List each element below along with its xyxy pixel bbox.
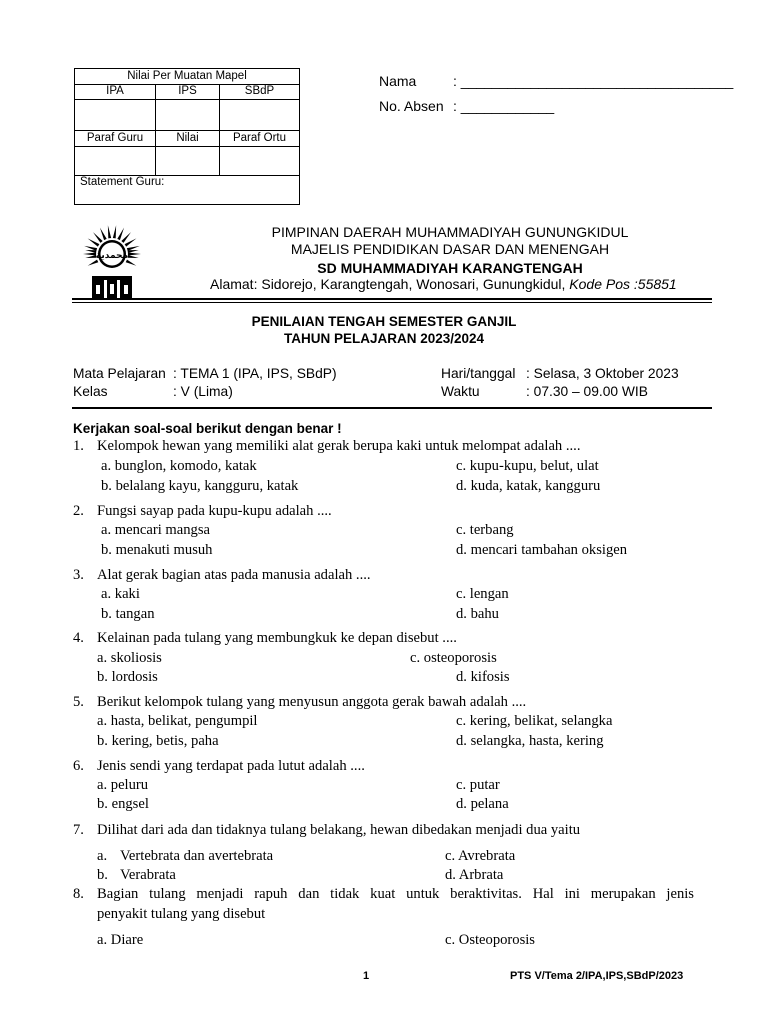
logo-arabic-text: محمدية [95, 251, 129, 261]
question-2-option-d[interactable]: d. mencari tambahan oksigen [456, 542, 628, 558]
question-3-option-a[interactable]: a. kaki [101, 586, 140, 602]
question-8-number: 8. [73, 886, 84, 902]
question-1-number: 1. [73, 438, 84, 454]
question-8-text-line-2: penyakit tulang yang disebut [97, 906, 266, 922]
question-6-option-b[interactable]: b. engsel [97, 796, 149, 812]
question-2-option-c[interactable]: c. terbang [456, 522, 514, 538]
logo-ray [100, 228, 107, 240]
subject-ips: IPS [156, 84, 220, 99]
question-5-number: 5. [73, 694, 84, 710]
question-7-number: 7. [73, 822, 84, 838]
grade-box-score-row [75, 100, 299, 131]
logo-ray [108, 225, 111, 238]
grade-box-signature-row [75, 147, 299, 176]
class-value: : V (Lima) [173, 384, 233, 399]
header-divider-thick [72, 298, 712, 300]
logo-ray [128, 250, 139, 253]
question-3-option-c[interactable]: c. lengan [456, 586, 509, 602]
grade-box-signature-header-row [75, 131, 299, 147]
school-name: SD MUHAMMADIYAH KARANGTENGAH [317, 260, 583, 276]
question-7-option-a-letter: a. [97, 848, 108, 864]
logo-ray [128, 253, 141, 256]
question-7-option-b-letter: b. [97, 867, 108, 883]
name-field[interactable]: : ___________________________________ [453, 73, 734, 89]
logo-ray [85, 255, 96, 258]
question-4-number: 4. [73, 630, 84, 646]
logo-ray [93, 232, 103, 243]
question-2-text: Fungsi sayap pada kupu-kupu adalah .... [97, 503, 332, 519]
nilai-label: Nilai [156, 131, 220, 146]
question-4-option-a[interactable]: a. skoliosis [97, 650, 162, 666]
school-address [210, 276, 677, 292]
subject-ipa: IPA [75, 84, 156, 99]
question-1-option-d[interactable]: d. kuda, katak, kangguru [456, 478, 601, 494]
question-7-option-c[interactable]: c. Avrebrata [445, 848, 516, 864]
subject-value: : TEMA 1 (IPA, IPS, SBdP) [173, 366, 337, 381]
question-7-option-b[interactable]: Verabrata [120, 867, 176, 883]
statement-guru-label: Statement Guru: [80, 176, 165, 188]
page-number: 1 [363, 970, 370, 982]
name-label: Nama [379, 73, 417, 89]
question-3-text: Alat gerak bagian atas pada manusia adalah .... [97, 567, 371, 583]
absen-label: No. Absen [379, 98, 444, 114]
logo-ray [121, 232, 131, 243]
exam-title: PENILAIAN TENGAH SEMESTER GANJIL [251, 314, 517, 329]
question-5-option-b[interactable]: b. kering, betis, paha [97, 733, 219, 749]
question-8-option-c[interactable]: c. Osteoporosis [445, 932, 535, 948]
instruction: Kerjakan soal-soal berikut dengan benar ! [73, 421, 342, 436]
question-4-option-b[interactable]: b. lordosis [97, 669, 158, 685]
logo-ray [83, 253, 96, 256]
question-4-option-d[interactable]: d. kifosis [456, 669, 510, 685]
paraf-guru-label: Paraf Guru [75, 131, 156, 146]
question-7-text: Dilihat dari ada dan tidaknya tulang belakang, hewan dibedakan menjadi dua yaitu [97, 822, 581, 838]
question-2-option-a[interactable]: a. mencari mangsa [101, 522, 210, 538]
paraf-guru-cell[interactable] [75, 147, 156, 175]
absen-field[interactable]: : ____________ [453, 98, 555, 114]
nilai-cell[interactable] [156, 147, 220, 175]
question-6-text: Jenis sendi yang terdapat pada lutut adalah .... [97, 758, 365, 774]
question-5-text: Berikut kelompok tulang yang menyusun anggota gerak bawah adalah .... [97, 694, 527, 710]
question-7-option-d[interactable]: d. Arbrata [445, 867, 504, 883]
postal-code: Kode Pos :55851 [569, 276, 677, 292]
paraf-ortu-label: Paraf Ortu [232, 132, 287, 144]
score-cell-ipa[interactable] [75, 100, 156, 130]
header-line-2: MAJELIS PENDIDIKAN DASAR DAN MENENGAH [290, 241, 610, 257]
muhammadiyah-logo [70, 224, 154, 298]
question-8-option-a[interactable]: a. Diare [97, 932, 144, 948]
question-3-option-b[interactable]: b. tangan [101, 606, 155, 622]
question-4-option-c[interactable]: c. osteoporosis [410, 650, 497, 666]
question-1-text: Kelompok hewan yang memiliki alat gerak berupa kaki untuk melompat adalah .... [97, 438, 581, 454]
logo-ray [88, 238, 100, 246]
question-2-number: 2. [73, 503, 84, 519]
subject-label: Mata Pelajaran [73, 366, 166, 381]
address-text: Alamat: Sidorejo, Karangtengah, Wonosari, Gunungkidul, [210, 276, 566, 292]
question-4-text: Kelainan pada tulang yang membungkuk ke depan disebut .... [97, 630, 457, 646]
time-label: Waktu [441, 384, 480, 399]
question-5-option-a[interactable]: a. hasta, belikat, pengumpil [97, 713, 258, 729]
question-1-option-c[interactable]: c. kupu-kupu, belut, ulat [456, 458, 599, 474]
grade-box [74, 68, 300, 205]
question-3-option-d[interactable]: d. bahu [456, 606, 499, 622]
footer-code: PTS V/Tema 2/IPA,IPS,SBdP/2023 [510, 970, 684, 982]
question-5-option-d[interactable]: d. selangka, hasta, kering [456, 733, 604, 749]
grade-box-title-row [75, 69, 299, 85]
score-cell-ips[interactable] [156, 100, 220, 130]
logo-ray [125, 238, 137, 246]
date-label: Hari/tanggal [441, 366, 516, 381]
logo-ray [128, 255, 139, 258]
subject-sbdp: SBdP [244, 85, 275, 97]
date-value: : Selasa, 3 Oktober 2023 [526, 366, 679, 381]
question-6-option-d[interactable]: d. pelana [456, 796, 509, 812]
question-2-option-b[interactable]: b. menakuti musuh [101, 542, 213, 558]
question-8-text-line-1: Bagian tulang menjadi rapuh dan tidak kuat untuk beraktivitas. Hal ini merupakan jenis [97, 886, 694, 902]
question-6-number: 6. [73, 758, 84, 774]
question-6-option-c[interactable]: c. putar [456, 777, 500, 793]
class-label: Kelas [73, 384, 108, 399]
question-1-option-a[interactable]: a. bunglon, komodo, katak [101, 458, 257, 474]
exam-year: TAHUN PELAJARAN 2023/2024 [283, 331, 485, 346]
time-value: : 07.30 – 09.00 WIB [526, 384, 648, 399]
grade-box-subject-row [75, 84, 299, 100]
question-7-option-a[interactable]: Vertebrata dan avertebrata [120, 848, 274, 864]
question-3-number: 3. [73, 567, 84, 583]
header-line-1: PIMPINAN DAERAH MUHAMMADIYAH GUNUNGKIDUL [271, 224, 629, 240]
question-1-option-b[interactable]: b. belalang kayu, kangguru, katak [101, 478, 299, 494]
logo-ray [113, 225, 116, 238]
info-divider [72, 407, 712, 409]
grade-box-title: Nilai Per Muatan Mapel [127, 70, 247, 82]
question-5-option-c[interactable]: c. kering, belikat, selangka [456, 713, 613, 729]
question-6-option-a[interactable]: a. peluru [97, 777, 149, 793]
logo-ray [117, 228, 124, 240]
header-divider-thin [72, 302, 712, 303]
logo-ray [85, 250, 96, 253]
